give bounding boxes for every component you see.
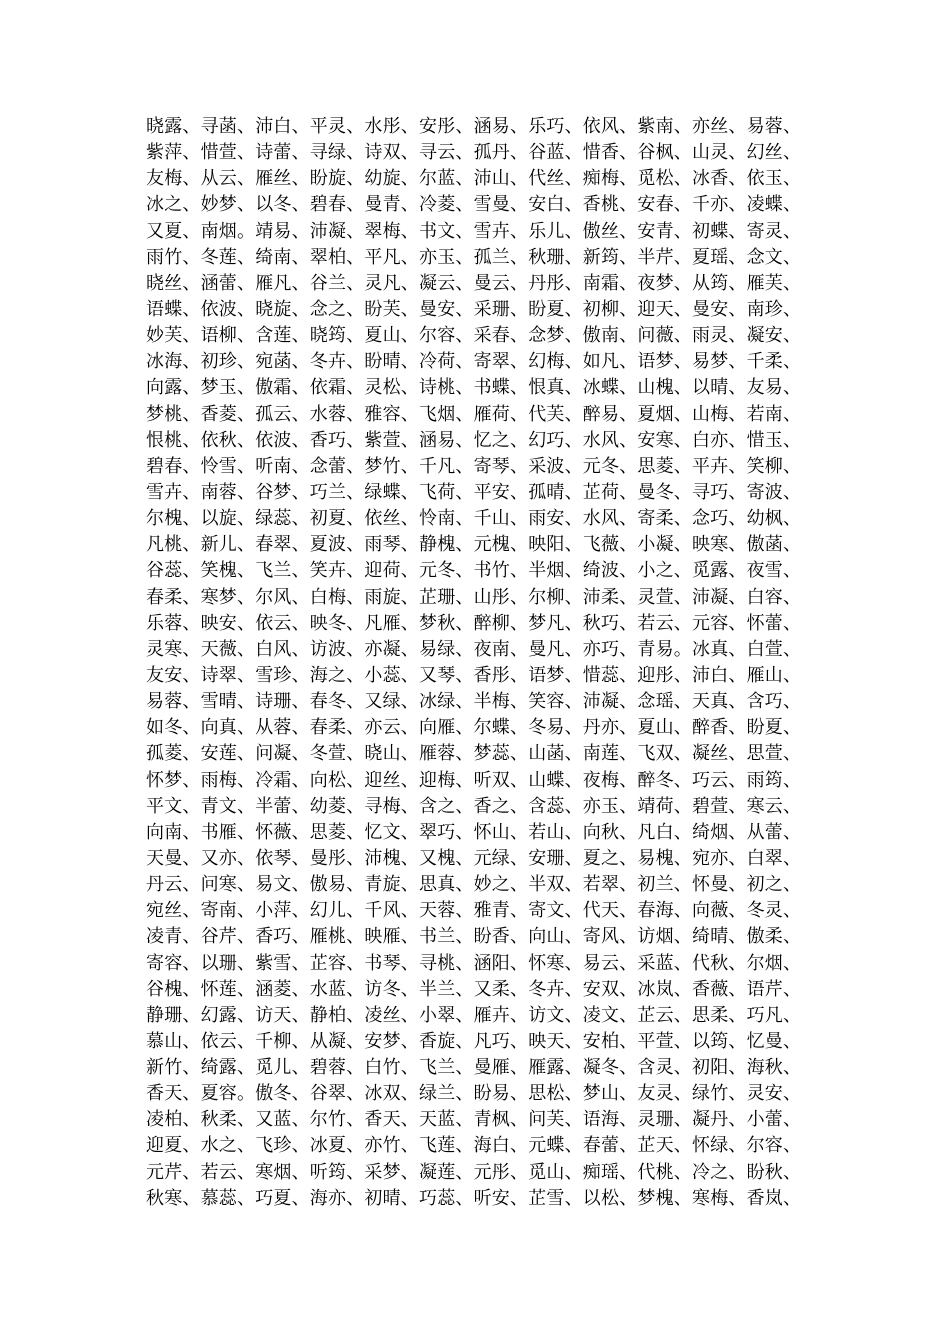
text-line: 妙芙、语柳、含莲、晓筠、夏山、尔容、采春、念梦、傲南、问薇、雨灵、凝安、 bbox=[146, 325, 802, 347]
text-line: 谷蕊、笑槐、飞兰、笑卉、迎荷、元冬、书竹、半烟、绮波、小之、觅露、夜雪、 bbox=[146, 560, 802, 582]
text-line: 紫萍、惜萱、诗蕾、寻绿、诗双、寻云、孤丹、谷蓝、惜香、谷枫、山灵、幻丝、 bbox=[146, 142, 802, 164]
text-line: 尔槐、以旋、绿蕊、初夏、依丝、怜南、千山、雨安、水风、寄柔、念巧、幼枫、 bbox=[146, 508, 802, 530]
text-line: 又夏、南烟。靖易、沛凝、翠梅、书文、雪卉、乐儿、傲丝、安青、初蝶、寄灵、 bbox=[146, 220, 802, 242]
text-line: 晓露、寻菡、沛白、平灵、水彤、安彤、涵易、乐巧、依风、紫南、亦丝、易蓉、 bbox=[146, 116, 802, 137]
text-line: 静珊、幻露、访天、静柏、凌丝、小翠、雁卉、访文、凌文、芷云、思柔、巧凡、 bbox=[146, 1004, 802, 1026]
text-line: 凡桃、新儿、春翠、夏波、雨琴、静槐、元槐、映阳、飞薇、小凝、映寒、傲菡、 bbox=[146, 534, 802, 556]
text-line: 易蓉、雪晴、诗珊、春冬、又绿、冰绿、半梅、笑容、沛凝、念瑶、天真、含巧、 bbox=[146, 691, 802, 713]
text-line: 乐蓉、映安、依云、映冬、凡雁、梦秋、醉柳、梦凡、秋巧、若云、元容、怀蕾、 bbox=[146, 612, 802, 634]
text-line: 宛丝、寄南、小萍、幻儿、千风、天蓉、雅青、寄文、代天、春海、向薇、冬灵、 bbox=[146, 900, 802, 922]
text-line: 香天、夏容。傲冬、谷翠、冰双、绿兰、盼易、思松、梦山、友灵、绿竹、灵安、 bbox=[146, 1083, 802, 1105]
text-line: 梦桃、香菱、孤云、水蓉、雅容、飞烟、雁荷、代芙、醉易、夏烟、山梅、若南、 bbox=[146, 403, 802, 425]
text-line: 天曼、又亦、依琴、曼彤、沛槐、又槐、元绿、安珊、夏之、易槐、宛亦、白翠、 bbox=[146, 847, 802, 869]
text-line: 向南、书雁、怀薇、思菱、忆文、翠巧、怀山、若山、向秋、凡白、绮烟、从蕾、 bbox=[146, 821, 802, 843]
text-line: 如冬、向真、从蓉、春柔、亦云、向雁、尔蝶、冬易、丹亦、夏山、醉香、盼夏、 bbox=[146, 717, 802, 739]
text-line: 迎夏、水之、飞珍、冰夏、亦竹、飞莲、海白、元蝶、春蕾、芷天、怀绿、尔容、 bbox=[146, 1135, 802, 1157]
text-line: 凌青、谷芹、香巧、雁桃、映雁、书兰、盼香、向山、寄风、访烟、绮晴、傲柔、 bbox=[146, 926, 802, 948]
text-line: 冰之、妙梦、以冬、碧春、曼青、冷菱、雪曼、安白、香桃、安春、千亦、凌蝶、 bbox=[146, 194, 802, 216]
text-line: 怀梦、雨梅、冷霜、向松、迎丝、迎梅、听双、山蝶、夜梅、醉冬、巧云、雨筠、 bbox=[146, 769, 802, 791]
text-line: 晓丝、涵蕾、雁凡、谷兰、灵凡、凝云、曼云、丹彤、南霜、夜梦、从筠、雁芙、 bbox=[146, 272, 802, 294]
text-line: 冰海、初珍、宛菡、冬卉、盼晴、冷荷、寄翠、幻梅、如凡、语梦、易梦、千柔、 bbox=[146, 351, 802, 373]
text-line: 谷槐、怀莲、涵菱、水蓝、访冬、半兰、又柔、冬卉、安双、冰岚、香薇、语芹、 bbox=[146, 978, 802, 1000]
text-line: 丹云、问寒、易文、傲易、青旋、思真、妙之、半双、若翠、初兰、怀曼、初之、 bbox=[146, 874, 802, 896]
text-line: 恨桃、依秋、依波、香巧、紫萱、涵易、忆之、幻巧、水风、安寒、白亦、惜玉、 bbox=[146, 429, 802, 451]
text-line: 雨竹、冬莲、绮南、翠柏、平凡、亦玉、孤兰、秋珊、新筠、半芹、夏瑶、念文、 bbox=[146, 246, 802, 268]
text-line: 新竹、绮露、觅儿、碧蓉、白竹、飞兰、曼雁、雁露、凝冬、含灵、初阳、海秋、 bbox=[146, 1057, 802, 1079]
text-line: 语蝶、依波、晓旋、念之、盼芙、曼安、采珊、盼夏、初柳、迎天、曼安、南珍、 bbox=[146, 298, 802, 320]
text-line: 雪卉、南蓉、谷梦、巧兰、绿蝶、飞荷、平安、孤晴、芷荷、曼冬、寻巧、寄波、 bbox=[146, 481, 802, 503]
text-line: 友梅、从云、雁丝、盼旋、幼旋、尔蓝、沛山、代丝、痴梅、觅松、冰香、依玉、 bbox=[146, 168, 802, 190]
text-line: 元芹、若云、寒烟、听筠、采梦、凝莲、元彤、觅山、痴瑶、代桃、冷之、盼秋、 bbox=[146, 1161, 802, 1183]
text-line: 友安、诗翠、雪珍、海之、小蕊、又琴、香彤、语梦、惜蕊、迎彤、沛白、雁山、 bbox=[146, 664, 802, 686]
text-line: 慕山、依云、千柳、从凝、安梦、香旋、凡巧、映天、安柏、平萱、以筠、忆曼、 bbox=[146, 1030, 802, 1052]
text-line: 灵寒、天薇、白风、访波、亦凝、易绿、夜南、曼凡、亦巧、青易。冰真、白萱、 bbox=[146, 638, 802, 660]
text-line: 寄容、以珊、紫雪、芷容、书琴、寻桃、涵阳、怀寒、易云、采蓝、代秋、尔烟、 bbox=[146, 952, 802, 974]
text-line: 平文、青文、半蕾、幼菱、寻梅、含之、香之、含蕊、亦玉、靖荷、碧萱、寒云、 bbox=[146, 795, 802, 817]
text-line: 孤菱、安莲、问凝、冬萱、晓山、雁蓉、梦蕊、山菡、南莲、飞双、凝丝、思萱、 bbox=[146, 743, 802, 765]
text-line: 碧春、怜雪、听南、念蕾、梦竹、千凡、寄琴、采波、元冬、思菱、平卉、笑柳、 bbox=[146, 455, 802, 477]
name-list-text bbox=[146, 114, 826, 1212]
text-line: 向露、梦玉、傲霜、依霜、灵松、诗桃、书蝶、恨真、冰蝶、山槐、以晴、友易、 bbox=[146, 377, 802, 399]
text-line: 秋寒、慕蕊、巧夏、海亦、初晴、巧蕊、听安、芷雪、以松、梦槐、寒梅、香岚、 bbox=[146, 1187, 802, 1209]
text-line: 春柔、寒梦、尔风、白梅、雨旋、芷珊、山彤、尔柳、沛柔、灵萱、沛凝、白容、 bbox=[146, 586, 802, 608]
text-line: 凌柏、秋柔、又蓝、尔竹、香天、天蓝、青枫、问芙、语海、灵珊、凝丹、小蕾、 bbox=[146, 1109, 802, 1131]
